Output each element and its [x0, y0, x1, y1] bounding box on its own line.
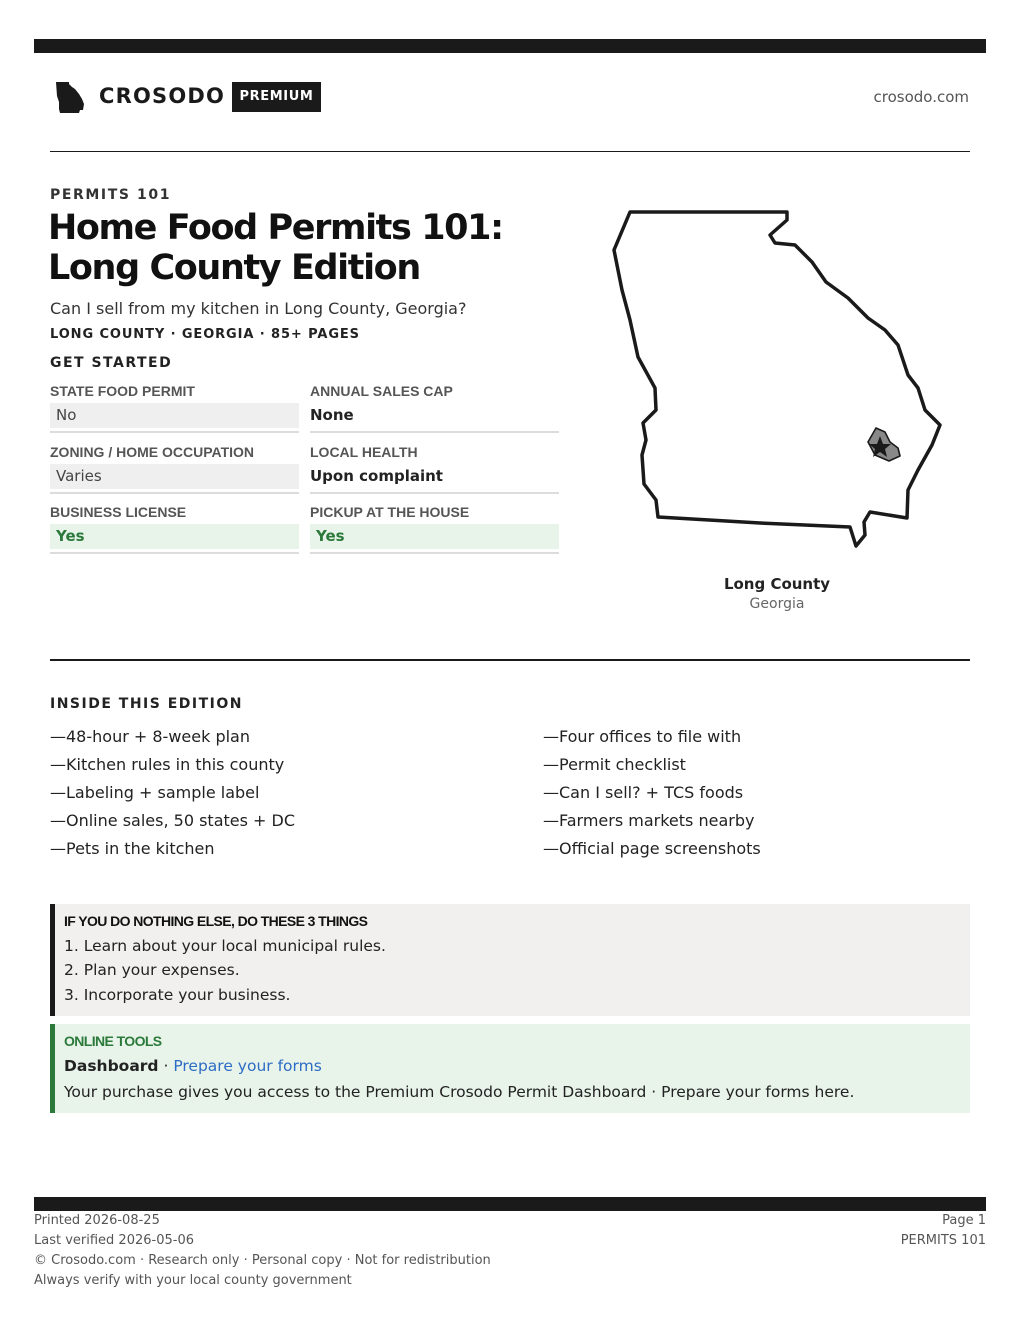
dashboard-label[interactable]: Dashboard — [64, 1057, 159, 1075]
field-pickup-at-the-house — [310, 504, 559, 564]
section-divider — [50, 659, 970, 661]
printed-date: Printed 2026-08-25 — [34, 1213, 160, 1228]
field-local-health — [310, 444, 559, 504]
field-value: None — [310, 406, 354, 424]
field-underline — [310, 431, 559, 433]
list-item: —Online sales, 50 states + DC — [50, 811, 296, 830]
field-underline — [310, 552, 559, 554]
footer-section: PERMITS 101 — [900, 1233, 986, 1248]
online-tools-callout — [50, 1024, 970, 1113]
map-state-name: Georgia — [749, 596, 805, 612]
georgia-state-silhouette-icon — [53, 80, 87, 114]
field-annual-sales-cap — [310, 383, 559, 443]
list-item: —Pets in the kitchen — [50, 839, 215, 858]
verify-disclaimer: Always verify with your local county government — [34, 1273, 352, 1288]
field-value: No — [50, 403, 299, 428]
field-label: LOCAL HEALTH — [310, 444, 418, 460]
section-kicker: PERMITS 101 — [50, 187, 172, 203]
field-business-license — [50, 504, 299, 564]
field-underline — [50, 431, 299, 433]
list-item: —Official page screenshots — [543, 839, 761, 858]
site-url[interactable]: crosodo.com — [873, 88, 969, 106]
top-bar — [34, 39, 986, 53]
field-state-food-permit — [50, 383, 299, 443]
verified-date: Last verified 2026-05-06 — [34, 1233, 194, 1248]
edition-meta: LONG COUNTY · GEORGIA · 85+ PAGES — [50, 327, 360, 342]
contents-list-left — [50, 723, 295, 863]
field-label: STATE FOOD PERMIT — [50, 383, 195, 399]
bottom-bar — [34, 1197, 986, 1211]
field-underline — [50, 552, 299, 554]
three-things-callout — [50, 904, 970, 1016]
prepare-forms-link[interactable]: Prepare your forms — [173, 1057, 322, 1075]
callout-step: 1. Learn about your local municipal rules. — [64, 937, 386, 955]
callout-step: 3. Incorporate your business. — [64, 986, 291, 1004]
page-number: Page 1 — [942, 1213, 986, 1228]
page-title: Home Food Permits 101: Long County Edition — [48, 208, 503, 288]
page-subtitle: Can I sell from my kitchen in Long County, Georgia? — [50, 299, 467, 318]
brand-name[interactable]: CROSODO — [99, 84, 226, 108]
field-label: ANNUAL SALES CAP — [310, 383, 453, 399]
field-label: BUSINESS LICENSE — [50, 504, 187, 520]
field-value: Yes — [310, 524, 559, 549]
field-underline — [310, 492, 559, 494]
contents-list-right — [543, 723, 761, 863]
field-label: ZONING / HOME OCCUPATION — [50, 444, 255, 460]
georgia-county-map — [598, 202, 958, 562]
separator: · — [158, 1057, 174, 1075]
callout-heading: IF YOU DO NOTHING ELSE, DO THESE 3 THINGS — [64, 913, 368, 929]
tools-links-row — [64, 1057, 322, 1075]
premium-badge: PREMIUM — [232, 82, 321, 112]
list-item: —Kitchen rules in this county — [50, 755, 285, 774]
list-item: —48-hour + 8-week plan — [50, 727, 250, 746]
inside-edition-heading: INSIDE THIS EDITION — [50, 696, 243, 712]
map-county-name: Long County — [723, 575, 831, 593]
field-label: PICKUP AT THE HOUSE — [310, 504, 470, 520]
field-value: Varies — [50, 464, 299, 489]
field-zoning-home-occupation — [50, 444, 299, 504]
tools-heading: ONLINE TOOLS — [64, 1033, 162, 1049]
copyright-notice: © Crosodo.com · Research only · Personal copy · Not for redistribution — [34, 1253, 491, 1268]
field-value: Yes — [50, 524, 299, 549]
list-item: —Four offices to file with — [543, 727, 742, 746]
list-item: —Permit checklist — [543, 755, 686, 774]
georgia-outline — [614, 212, 940, 546]
field-underline — [50, 492, 299, 494]
tools-description: Your purchase gives you access to the Premium Crosodo Permit Dashboard · Prepare your forms here. — [64, 1083, 855, 1101]
get-started-heading: GET STARTED — [50, 355, 173, 371]
list-item: —Farmers markets nearby — [543, 811, 755, 830]
field-value: Upon complaint — [310, 467, 443, 485]
callout-step: 2. Plan your expenses. — [64, 961, 240, 979]
list-item: —Can I sell? + TCS foods — [543, 783, 744, 802]
header-divider — [50, 151, 970, 152]
list-item: —Labeling + sample label — [50, 783, 260, 802]
